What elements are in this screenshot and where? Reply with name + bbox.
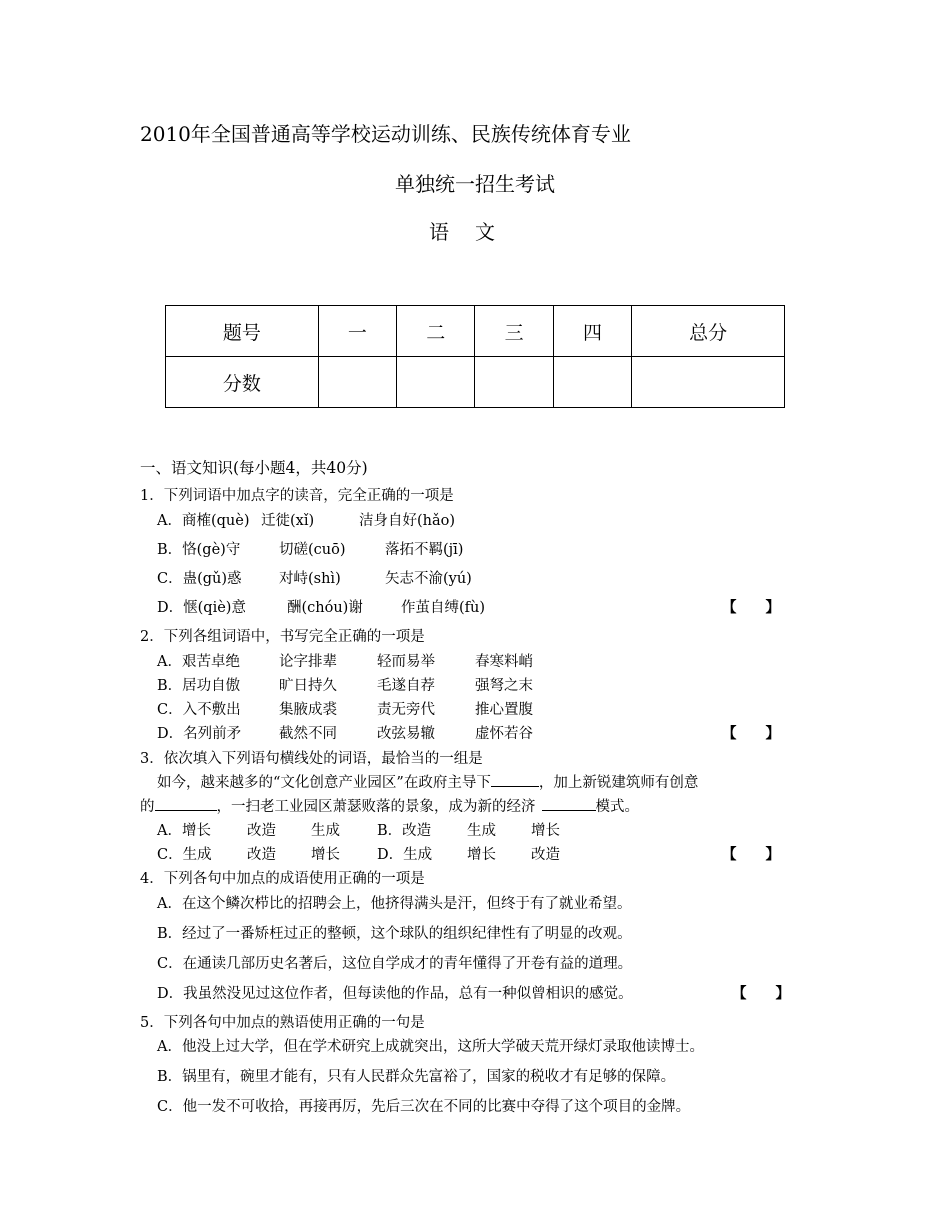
q3-options-ab <box>157 819 560 840</box>
q2-d-1: D．名列前矛 <box>157 726 242 742</box>
q2-option-a <box>157 650 533 671</box>
q2-answer-bracket[interactable]: 【 】 <box>722 725 780 742</box>
q5-option-c: C．他一发不可收拾，再接再厉，先后三次在不同的比赛中夺得了这个项目的金牌。 <box>157 1099 691 1115</box>
q3-blank-1[interactable] <box>491 772 539 787</box>
q3-ab-5: 生成 <box>467 823 496 839</box>
q1-d-1: D．惬(qiè)意 <box>157 600 246 616</box>
score-table <box>165 305 785 408</box>
exam-title-line2: 单独统一招生考试 <box>395 172 555 196</box>
q1-b-3: 落拓不羁(jī) <box>385 542 464 558</box>
q2-b-1: B．居功自傲 <box>157 678 241 694</box>
q3-blank-3[interactable] <box>542 796 596 811</box>
q2-a-3: 轻而易举 <box>377 654 435 670</box>
cell-question-number-label: 题号 <box>166 306 319 357</box>
q3-ab-2: 改造 <box>247 823 276 839</box>
q3-cd-2: 改造 <box>247 847 276 863</box>
q3-ab-6: 增长 <box>531 823 560 839</box>
q3-p2-c: 模式。 <box>595 799 639 815</box>
subject-title: 语文 <box>429 220 521 244</box>
q1-b-2: 切磋(cuō) <box>279 542 346 558</box>
q2-b-3: 毛遂自荐 <box>377 678 435 694</box>
exam-title-line1: 2010年全国普通高等学校运动训练、民族传统体育专业 <box>140 122 631 146</box>
q3-passage-line2 <box>140 795 639 816</box>
q1-b-1: B．恪(gè)守 <box>157 542 241 558</box>
score-input-4[interactable] <box>553 357 631 408</box>
q3-p1-a: 如今，越来越多的“文化创意产业园区”在政府主导下 <box>157 775 491 791</box>
section-heading: 一、语文知识(每小题4，共40分) <box>140 459 368 477</box>
q2-a-1: A．艰苦卓绝 <box>157 654 240 670</box>
q4-option-a: A．在这个鳞次栉比的招聘会上，他挤得满头是汗，但终于有了就业希望。 <box>157 896 632 912</box>
q1-option-a <box>157 509 455 530</box>
q1-c-3: 矢志不渝(yú) <box>385 571 472 587</box>
q4-answer-bracket[interactable]: 【 】 <box>732 985 790 1002</box>
q2-c-1: C．入不敷出 <box>157 702 241 718</box>
score-table-score-row <box>166 357 785 408</box>
q2-option-c <box>157 698 533 719</box>
q5-stem: 5．下列各句中加点的熟语使用正确的一句是 <box>140 1015 425 1031</box>
score-input-3[interactable] <box>475 357 553 408</box>
cell-part-2: 二 <box>397 306 475 357</box>
q1-a-2: 迁徙(xǐ) <box>261 513 315 529</box>
q1-answer-bracket[interactable]: 【 】 <box>722 599 780 616</box>
score-input-1[interactable] <box>318 357 396 408</box>
q1-d-3: 作茧自缚(fù) <box>401 600 486 616</box>
q4-option-b: B．经过了一番矫枉过正的整顿，这个球队的组织纪律性有了明显的改观。 <box>157 926 632 942</box>
q3-ab-3: 生成 <box>311 823 340 839</box>
q3-p2-a: 的 <box>140 799 155 815</box>
q3-p2-b: ，一扫老工业园区萧瑟败落的景象，成为新的经济 <box>216 799 536 815</box>
q1-c-1: C．蛊(gǔ)惑 <box>157 571 242 587</box>
q1-a-1: A．商榷(què) <box>157 513 250 529</box>
cell-part-3: 三 <box>475 306 553 357</box>
cell-score-label: 分数 <box>166 357 319 408</box>
score-input-total[interactable] <box>632 357 785 408</box>
q1-a-3: 洁身自好(hǎo) <box>359 513 456 529</box>
q2-c-3: 责无旁代 <box>377 702 435 718</box>
q2-stem: 2．下列各组词语中，书写完全正确的一项是 <box>140 629 425 645</box>
q3-passage-line1 <box>157 771 698 792</box>
score-table-header-row <box>166 306 785 357</box>
q2-option-d <box>157 722 533 743</box>
q5-option-a: A．他没上过大学，但在学术研究上成就突出，这所大学破天荒开绿灯录取他读博士。 <box>157 1039 704 1055</box>
q1-d-2: 酬(chóu)谢 <box>287 600 363 616</box>
q2-b-2: 旷日持久 <box>279 678 337 694</box>
q4-stem: 4．下列各句中加点的成语使用正确的一项是 <box>140 871 425 887</box>
q2-c-4: 推心置腹 <box>475 702 533 718</box>
cell-part-1: 一 <box>318 306 396 357</box>
q2-b-4: 强弩之末 <box>475 678 533 694</box>
q3-blank-2[interactable] <box>155 796 217 811</box>
q1-option-d <box>157 596 485 617</box>
q2-a-4: 春寒料峭 <box>475 654 533 670</box>
q1-stem: 1．下列词语中加点字的读音，完全正确的一项是 <box>140 488 454 504</box>
q3-cd-5: 增长 <box>467 847 496 863</box>
q3-options-cd <box>157 843 560 864</box>
q3-cd-6: 改造 <box>531 847 560 863</box>
q2-d-2: 截然不同 <box>279 726 337 742</box>
q4-option-c: C．在通读几部历史名著后，这位自学成才的青年懂得了开卷有益的道理。 <box>157 956 633 972</box>
q3-cd-4: D．生成 <box>377 847 433 863</box>
q2-d-4: 虚怀若谷 <box>475 726 533 742</box>
q1-option-b <box>157 538 463 559</box>
q2-a-2: 论字排辈 <box>279 654 337 670</box>
cell-part-4: 四 <box>553 306 631 357</box>
cell-total: 总分 <box>632 306 785 357</box>
q3-ab-1: A．增长 <box>157 823 211 839</box>
q2-option-b <box>157 674 533 695</box>
q3-answer-bracket[interactable]: 【 】 <box>722 846 780 863</box>
q3-stem: 3．依次填入下列语句横线处的词语，最恰当的一组是 <box>140 751 483 767</box>
q1-c-2: 对峙(shì) <box>279 571 341 587</box>
q3-cd-1: C．生成 <box>157 847 212 863</box>
q1-option-c <box>157 567 472 588</box>
q4-option-d: D．我虽然没见过这位作者，但每读他的作品，总有一种似曾相识的感觉。 <box>157 986 633 1002</box>
q3-ab-4: B．改造 <box>377 823 432 839</box>
q5-option-b: B．锅里有，碗里才能有，只有人民群众先富裕了，国家的税收才有足够的保障。 <box>157 1069 676 1085</box>
score-input-2[interactable] <box>397 357 475 408</box>
q2-c-2: 集腋成裘 <box>279 702 337 718</box>
q3-cd-3: 增长 <box>311 847 340 863</box>
q3-p1-b: ，加上新锐建筑师有创意 <box>538 775 699 791</box>
q2-d-3: 改弦易辙 <box>377 726 435 742</box>
